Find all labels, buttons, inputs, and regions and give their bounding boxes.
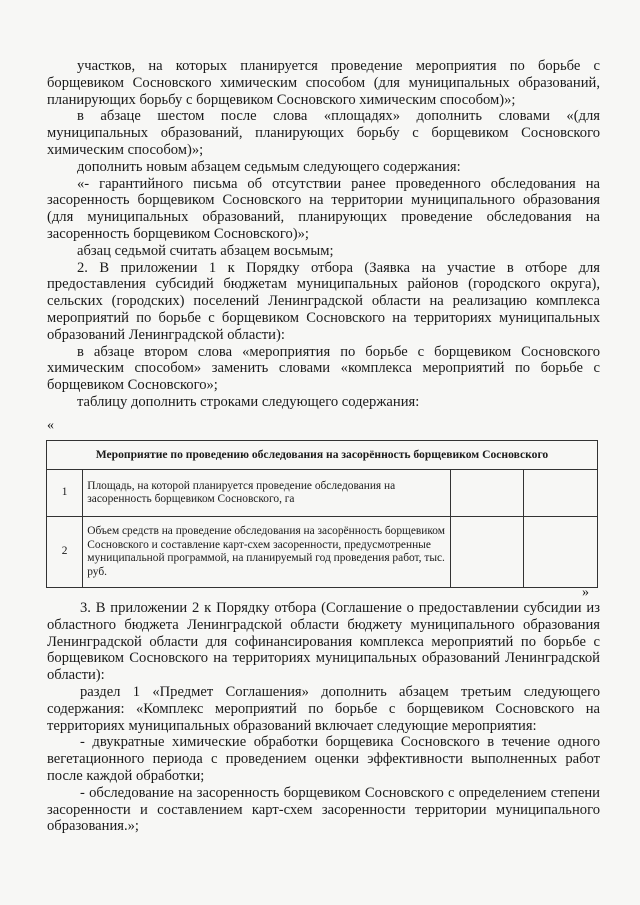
table-row	[47, 470, 598, 517]
value-cell	[523, 470, 597, 517]
value-cell	[450, 517, 523, 588]
paragraph: 3. В приложении 2 к Порядку отбора (Соглашение о предоставлении субсидии из областного бюджета Ленинградской области бюджету муниципального образования Ленинградской области для софинансирования комплекса мероприятий по борьбе с борщевиком Сосновского на территориях муниципальных образований Ленинградской области):	[47, 600, 600, 684]
paragraph: - двукратные химические обработки борщевика Сосновского в течение одного вегетационного периода с проведением оценки эффективности выполненных работ после каждой обработки;	[47, 734, 600, 784]
row-number: 1	[47, 470, 83, 517]
paragraph: в абзаце шестом после слова «площадях» дополнить словами «(для муниципальных образований, планирующих борьбу с борщевиком Сосновского химическим способом)»;	[47, 108, 600, 158]
paragraph: - обследование на засоренность борщевиком Сосновского с определением степени засоренности и составлением карт-схем засоренности территории муниципального образования.»;	[47, 784, 600, 835]
close-quote-mark: »	[582, 585, 589, 600]
paragraph: таблицу дополнить строками следующего содержания:	[77, 393, 420, 410]
paragraph: абзац седьмой считать абзацем восьмым;	[77, 242, 334, 259]
body-text-bottom	[47, 600, 600, 835]
table-header: Мероприятие по проведению обследования на засорённость борщевиком Сосновского	[47, 441, 598, 470]
value-cell	[450, 470, 523, 517]
table-header-row	[47, 441, 598, 470]
row-description: Площадь, на которой планируется проведение обследования на засоренность борщевиком Сосновского, га	[83, 470, 450, 517]
paragraph: в абзаце втором слова «мероприятия по борьбе с борщевиком Сосновского химическим способом» заменить словами «комплекса мероприятий по борьбе с борщевиком Сосновского»;	[47, 343, 600, 394]
row-number: 2	[47, 517, 83, 588]
data-table	[46, 440, 598, 588]
paragraph: дополнить новым абзацем седьмым следующего содержания:	[77, 158, 461, 175]
paragraph: 2. В приложении 1 к Порядку отбора (Заявка на участие в отборе для предоставления субсидий бюджетам муниципальных районов (городского округа), сельских (городских) поселений Ленинградской области на реализацию комплекса мероприятий по борьбе с борщевиком Сосновского на территориях муниципальных образований Ленинградской области):	[47, 259, 600, 343]
body-text-top	[47, 58, 600, 411]
paragraph: «- гарантийного письма об отсутствии ранее проведенного обследования на засоренность борщевиком Сосновского на территории муниципального образования (для муниципальных образований, планирующих проведение обследования на засоренность борщевиком Сосновского)»;	[47, 175, 600, 242]
table-row	[47, 517, 598, 588]
paragraph: раздел 1 «Предмет Соглашения» дополнить абзацем третьим следующего содержания: «Комплекс мероприятий по борьбе с борщевиком Сосновского на территориях муниципальных образований включает следующие мероприятия:	[47, 683, 600, 734]
row-description: Объем средств на проведение обследования на засорённость борщевиком Сосновского и составление карт-схем засоренности, предусмотренные муниципальной программой, на планируемый год проведения работ, тыс. руб.	[83, 517, 450, 588]
paragraph: участков, на которых планируется проведение мероприятия по борьбе с борщевиком Сосновского химическим способом (для муниципальных образований, планирующих борьбу с борщевиком Сосновского химическим способом)»;	[47, 58, 600, 108]
open-quote-mark: «	[47, 418, 54, 433]
value-cell	[523, 517, 597, 588]
